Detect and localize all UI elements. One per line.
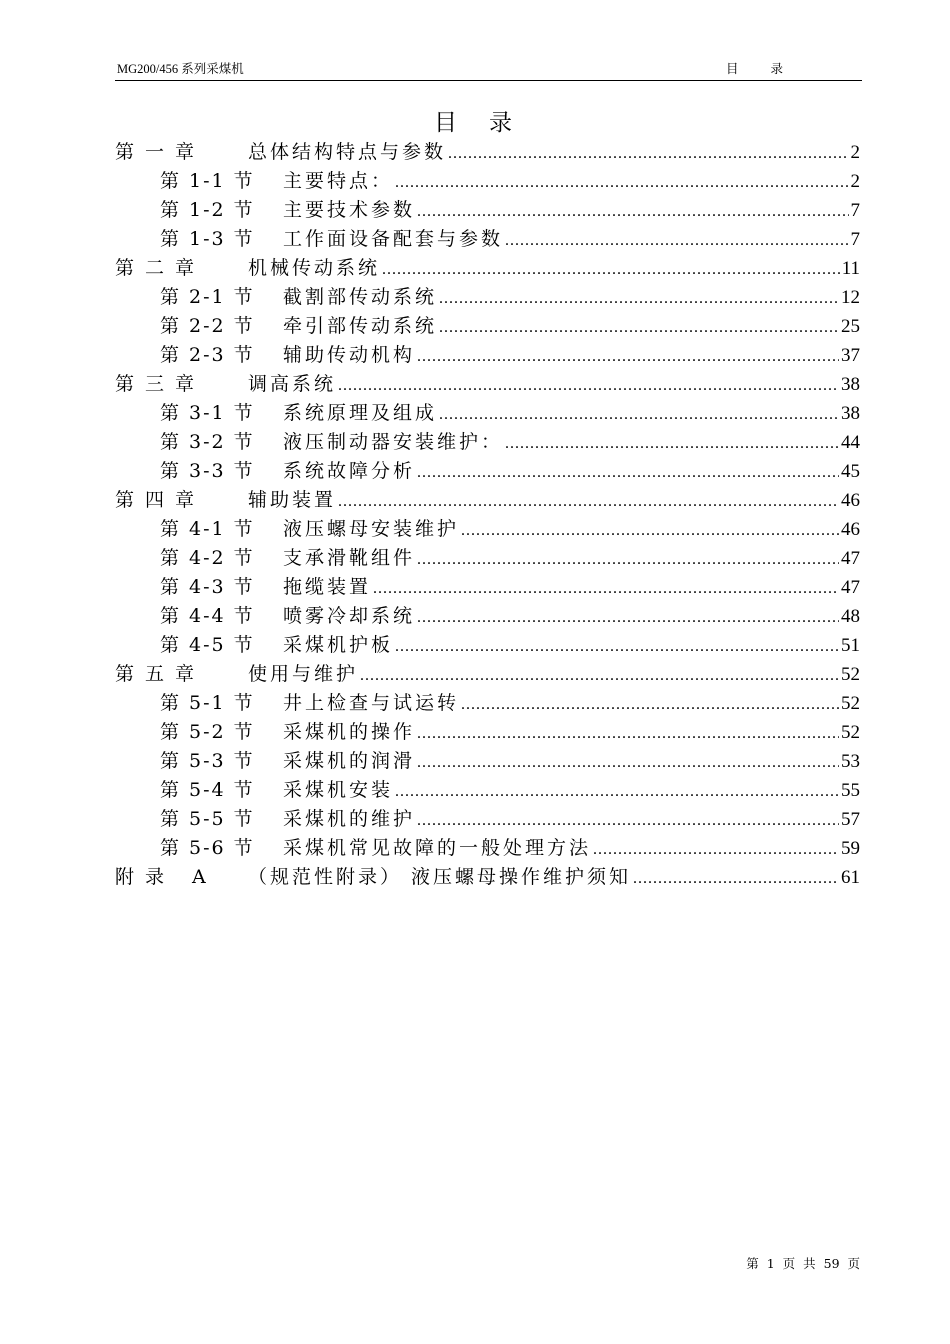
dot-leader	[373, 574, 839, 603]
toc-entry-title: 主要技术参数	[283, 199, 416, 221]
toc-entry-number: 第 2-2 节	[160, 315, 255, 337]
toc-entry-page-number: 46	[841, 519, 860, 540]
toc-entry-number: 第 3-3 节	[160, 460, 255, 482]
toc-entry-title: 采煤机安装	[283, 779, 394, 801]
dot-leader	[505, 226, 848, 255]
toc-heading: 目录	[434, 110, 544, 136]
toc-section-entry[interactable]	[115, 689, 860, 718]
toc-entry-page-number: 55	[841, 780, 860, 801]
toc-section-entry[interactable]	[115, 399, 860, 428]
toc-entry-number: 第五章	[115, 663, 206, 685]
toc-entry-title: 截割部传动系统	[283, 286, 438, 308]
toc-entry-title: 系统原理及组成	[283, 402, 438, 424]
dot-leader	[439, 400, 839, 429]
toc-entry-page-number: 52	[841, 664, 860, 685]
toc-section-entry[interactable]	[115, 573, 860, 602]
toc-section-entry[interactable]	[115, 631, 860, 660]
toc-entry-page-number: 2	[850, 142, 860, 163]
dot-leader	[439, 313, 839, 342]
toc-entry-title: 采煤机的润滑	[283, 750, 416, 772]
toc-entry-number: 第 5-1 节	[160, 692, 255, 714]
toc-entry-number: 第 1-2 节	[160, 199, 255, 221]
toc-entry-number: 第三章	[115, 373, 206, 395]
toc-entry-number: 第四章	[115, 489, 206, 511]
toc-entry-number: 第 4-1 节	[160, 518, 255, 540]
toc-entry-page-number: 61	[841, 867, 860, 888]
toc-entry-page-number: 47	[841, 548, 860, 569]
toc-entry-title: 使用与维护	[248, 663, 359, 685]
toc-entry-title: 喷雾冷却系统	[283, 605, 416, 627]
toc-entry-title: 液压螺母安装维护	[283, 518, 460, 540]
dot-leader	[395, 168, 848, 197]
toc-section-entry[interactable]	[115, 225, 860, 254]
toc-entry-page-number: 25	[841, 316, 860, 337]
dot-leader	[417, 458, 839, 487]
toc-entry-page-number: 46	[841, 490, 860, 511]
toc-entry-page-number: 44	[841, 432, 860, 453]
dot-leader	[448, 139, 848, 168]
dot-leader	[382, 255, 840, 284]
toc-chapter-entry[interactable]	[115, 370, 860, 399]
toc-section-entry[interactable]	[115, 341, 860, 370]
toc-entry-title: 牵引部传动系统	[283, 315, 438, 337]
toc-entry-title: 总体结构特点与参数	[248, 141, 447, 163]
toc-entry-number: 第 2-3 节	[160, 344, 255, 366]
dot-leader	[338, 487, 839, 516]
toc-entry-title: 井上检查与试运转	[283, 692, 460, 714]
toc-entry-number: 第 5-3 节	[160, 750, 255, 772]
toc-entry-page-number: 38	[841, 403, 860, 424]
toc-entry-title: 采煤机的维护	[283, 808, 416, 830]
toc-entry-title: 主要特点：	[283, 170, 394, 192]
dot-leader	[505, 429, 839, 458]
dot-leader	[461, 690, 839, 719]
toc-section-entry[interactable]	[115, 544, 860, 573]
toc-entry-number: 第 5-6 节	[160, 837, 255, 859]
toc-entry-number: 第 4-3 节	[160, 576, 255, 598]
toc-entry-title: 采煤机常见故障的一般处理方法	[283, 837, 592, 859]
dot-leader	[633, 864, 839, 893]
toc-entry-page-number: 45	[841, 461, 860, 482]
toc-entry-page-number: 47	[841, 577, 860, 598]
dot-leader	[417, 719, 839, 748]
dot-leader	[417, 806, 839, 835]
toc-section-entry[interactable]	[115, 805, 860, 834]
toc-section-entry[interactable]	[115, 312, 860, 341]
toc-entry-number: 附录 A	[115, 866, 217, 888]
toc-section-entry[interactable]	[115, 515, 860, 544]
dot-leader	[417, 545, 839, 574]
page-number-footer: 第 1 页 共 59 页	[746, 1256, 860, 1271]
toc-section-entry[interactable]	[115, 457, 860, 486]
toc-section-entry[interactable]	[115, 718, 860, 747]
toc-entry-title: （规范性附录） 液压螺母操作维护须知	[248, 866, 632, 888]
toc-entry-page-number: 59	[841, 838, 860, 859]
toc-entry-page-number: 11	[841, 258, 860, 279]
toc-entry-page-number: 51	[841, 635, 860, 656]
dot-leader	[439, 284, 839, 313]
toc-entry-page-number: 12	[841, 287, 860, 308]
toc-section-entry[interactable]	[115, 283, 860, 312]
toc-entry-title: 系统故障分析	[283, 460, 416, 482]
toc-entry-number: 第 5-2 节	[160, 721, 255, 743]
dot-leader	[417, 603, 839, 632]
page-header	[115, 56, 862, 81]
toc-entry-page-number: 52	[841, 722, 860, 743]
toc-entry-page-number: 7	[850, 229, 860, 250]
toc-chapter-entry[interactable]	[115, 660, 860, 689]
toc-entry-number: 第二章	[115, 257, 206, 279]
toc-entry-number: 第 2-1 节	[160, 286, 255, 308]
toc-entry-number: 第 5-4 节	[160, 779, 255, 801]
toc-entry-title: 辅助装置	[248, 489, 337, 511]
toc-section-entry[interactable]	[115, 602, 860, 631]
dot-leader	[417, 197, 848, 226]
toc-section-entry[interactable]	[115, 834, 860, 863]
toc-entry-number: 第 3-1 节	[160, 402, 255, 424]
dot-leader	[360, 661, 839, 690]
toc-entry-page-number: 57	[841, 809, 860, 830]
toc-entry-title: 拖缆装置	[283, 576, 372, 598]
toc-entry-number: 第 4-4 节	[160, 605, 255, 627]
dot-leader	[338, 371, 839, 400]
dot-leader	[593, 835, 839, 864]
toc-chapter-entry[interactable]	[115, 138, 860, 167]
toc-entry-number: 第 1-1 节	[160, 170, 255, 192]
toc-section-entry[interactable]	[115, 776, 860, 805]
toc-entry-number: 第 3-2 节	[160, 431, 255, 453]
toc-entry-page-number: 38	[841, 374, 860, 395]
dot-leader	[417, 342, 839, 371]
toc-entry-title: 调高系统	[248, 373, 337, 395]
toc-chapter-entry[interactable]	[115, 863, 860, 892]
table-of-contents	[115, 138, 860, 892]
toc-section-entry[interactable]	[115, 428, 860, 457]
toc-entry-title: 工作面设备配套与参数	[283, 228, 504, 250]
toc-entry-page-number: 37	[841, 345, 860, 366]
toc-entry-page-number: 2	[850, 171, 860, 192]
toc-chapter-entry[interactable]	[115, 254, 860, 283]
toc-entry-page-number: 48	[841, 606, 860, 627]
toc-section-entry[interactable]	[115, 167, 860, 196]
toc-entry-page-number: 52	[841, 693, 860, 714]
toc-chapter-entry[interactable]	[115, 486, 860, 515]
toc-entry-title: 机械传动系统	[248, 257, 381, 279]
toc-entry-title: 液压制动器安装维护：	[283, 431, 504, 453]
toc-entry-title: 支承滑靴组件	[283, 547, 416, 569]
toc-entry-number: 第 1-3 节	[160, 228, 255, 250]
toc-entry-title: 采煤机的操作	[283, 721, 416, 743]
toc-entry-page-number: 7	[850, 200, 860, 221]
dot-leader	[395, 777, 839, 806]
dot-leader	[395, 632, 839, 661]
toc-section-entry[interactable]	[115, 196, 860, 225]
toc-entry-number: 第 4-2 节	[160, 547, 255, 569]
toc-entry-page-number: 53	[841, 751, 860, 772]
toc-entry-title: 辅助传动机构	[283, 344, 416, 366]
dot-leader	[417, 748, 839, 777]
toc-entry-number: 第 5-5 节	[160, 808, 255, 830]
header-document-title: MG200/456 系列采煤机	[117, 62, 244, 76]
header-section-name: 目 录	[726, 61, 797, 76]
dot-leader	[461, 516, 839, 545]
toc-entry-title: 采煤机护板	[283, 634, 394, 656]
toc-entry-number: 第 4-5 节	[160, 634, 255, 656]
toc-entry-number: 第一章	[115, 141, 206, 163]
toc-section-entry[interactable]	[115, 747, 860, 776]
